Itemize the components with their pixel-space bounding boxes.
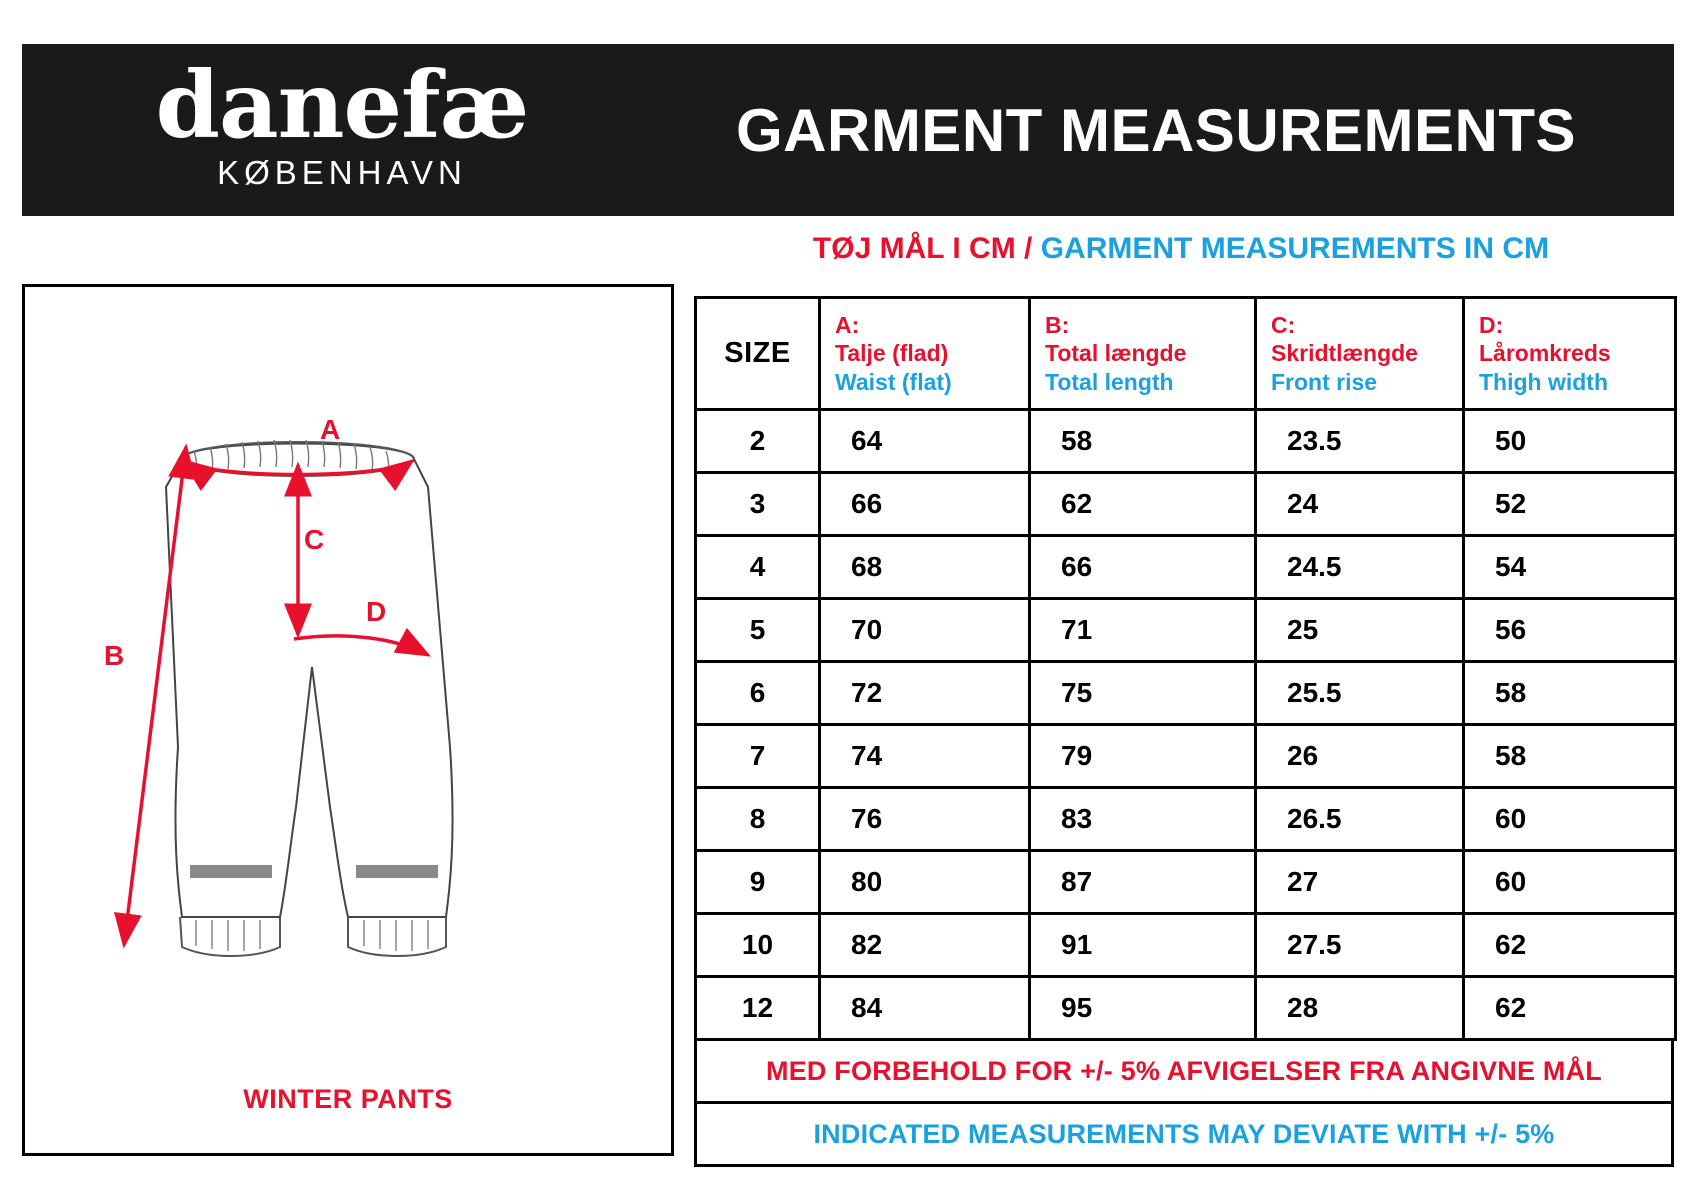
cell-a: 74: [820, 725, 1030, 788]
page-title: GARMENT MEASUREMENTS: [735, 96, 1576, 164]
header-bar: [22, 44, 1674, 216]
brand-logo: [22, 51, 662, 197]
measurements-table: [694, 296, 1677, 1041]
column-d-letter: D:: [1479, 312, 1504, 339]
winter-pants-diagram: [98, 417, 598, 977]
note-english: INDICATED MEASUREMENTS MAY DEVIATE WITH +/- 5%: [694, 1104, 1674, 1167]
table-row: [696, 410, 1676, 473]
cell-b: 79: [1030, 725, 1256, 788]
column-header-size: SIZE: [696, 298, 820, 410]
column-a-letter: A:: [835, 312, 860, 339]
subtitle: [688, 232, 1674, 266]
cell-d: 50: [1464, 410, 1676, 473]
cell-a: 82: [820, 914, 1030, 977]
table-row: [696, 851, 1676, 914]
subtitle-danish: TØJ MÅL I CM: [812, 232, 1016, 265]
table-row: [696, 788, 1676, 851]
cell-c: 25.5: [1256, 662, 1464, 725]
cell-a: 64: [820, 410, 1030, 473]
cell-size: 10: [696, 914, 820, 977]
table-row: [696, 977, 1676, 1040]
column-header-b: [1030, 298, 1256, 410]
cell-a: 66: [820, 473, 1030, 536]
cell-a: 68: [820, 536, 1030, 599]
cell-size: 3: [696, 473, 820, 536]
cell-c: 26.5: [1256, 788, 1464, 851]
column-b-danish: Total længde: [1045, 340, 1187, 367]
column-header-d: [1464, 298, 1676, 410]
measure-a-label: A: [320, 417, 341, 445]
illustration-panel: [22, 284, 674, 1156]
column-b-english: Total length: [1045, 368, 1174, 395]
cell-size: 6: [696, 662, 820, 725]
measurements-table-wrap: [694, 296, 1674, 1167]
cell-d: 54: [1464, 536, 1676, 599]
table-row: [696, 473, 1676, 536]
cell-size: 5: [696, 599, 820, 662]
cell-size: 4: [696, 536, 820, 599]
illustration-caption: WINTER PANTS: [243, 1084, 453, 1114]
column-a-english: Waist (flat): [835, 368, 952, 395]
column-d-danish: Låromkreds: [1479, 340, 1611, 367]
cell-b: 83: [1030, 788, 1256, 851]
cell-b: 62: [1030, 473, 1256, 536]
measure-b-label: B: [104, 640, 125, 671]
cell-size: 9: [696, 851, 820, 914]
measure-c-label: C: [304, 524, 325, 555]
cell-b: 58: [1030, 410, 1256, 473]
cell-d: 52: [1464, 473, 1676, 536]
column-c-danish: Skridtlængde: [1271, 340, 1418, 367]
cell-d: 60: [1464, 851, 1676, 914]
cell-c: 27.5: [1256, 914, 1464, 977]
cell-b: 91: [1030, 914, 1256, 977]
cell-a: 76: [820, 788, 1030, 851]
column-a-danish: Talje (flad): [835, 340, 949, 367]
cell-c: 24: [1256, 473, 1464, 536]
cell-d: 60: [1464, 788, 1676, 851]
column-c-english: Front rise: [1271, 368, 1378, 395]
cell-b: 87: [1030, 851, 1256, 914]
cell-c: 23.5: [1256, 410, 1464, 473]
subtitle-english: GARMENT MEASUREMENTS IN CM: [1040, 232, 1550, 265]
cell-b: 66: [1030, 536, 1256, 599]
column-header-c: [1256, 298, 1464, 410]
column-b-letter: B:: [1045, 312, 1070, 339]
cell-d: 62: [1464, 914, 1676, 977]
column-c-letter: C:: [1271, 312, 1296, 339]
table-header-row: [696, 298, 1676, 410]
brand-name: danefæ: [155, 51, 529, 160]
cell-size: 8: [696, 788, 820, 851]
cell-c: 25: [1256, 599, 1464, 662]
column-header-a: [820, 298, 1030, 410]
cell-size: 12: [696, 977, 820, 1040]
cell-c: 27: [1256, 851, 1464, 914]
cell-d: 58: [1464, 662, 1676, 725]
cell-b: 71: [1030, 599, 1256, 662]
cell-a: 70: [820, 599, 1030, 662]
cell-c: 28: [1256, 977, 1464, 1040]
cell-size: 7: [696, 725, 820, 788]
cell-size: 2: [696, 410, 820, 473]
subtitle-separator: /: [1015, 232, 1041, 265]
cell-a: 80: [820, 851, 1030, 914]
cell-c: 26: [1256, 725, 1464, 788]
cell-b: 75: [1030, 662, 1256, 725]
table-row: [696, 662, 1676, 725]
table-row: [696, 599, 1676, 662]
cell-d: 62: [1464, 977, 1676, 1040]
cell-d: 56: [1464, 599, 1676, 662]
cell-a: 84: [820, 977, 1030, 1040]
cell-a: 72: [820, 662, 1030, 725]
measure-d-label: D: [366, 596, 387, 627]
table-row: [696, 914, 1676, 977]
table-row: [696, 536, 1676, 599]
table-row: [696, 725, 1676, 788]
column-d-english: Thigh width: [1479, 368, 1609, 395]
brand-subtitle: KØBENHAVN: [217, 153, 467, 191]
cell-c: 24.5: [1256, 536, 1464, 599]
cell-b: 95: [1030, 977, 1256, 1040]
cell-d: 58: [1464, 725, 1676, 788]
note-danish: MED FORBEHOLD FOR +/- 5% AFVIGELSER FRA ANGIVNE MÅL: [694, 1041, 1674, 1104]
